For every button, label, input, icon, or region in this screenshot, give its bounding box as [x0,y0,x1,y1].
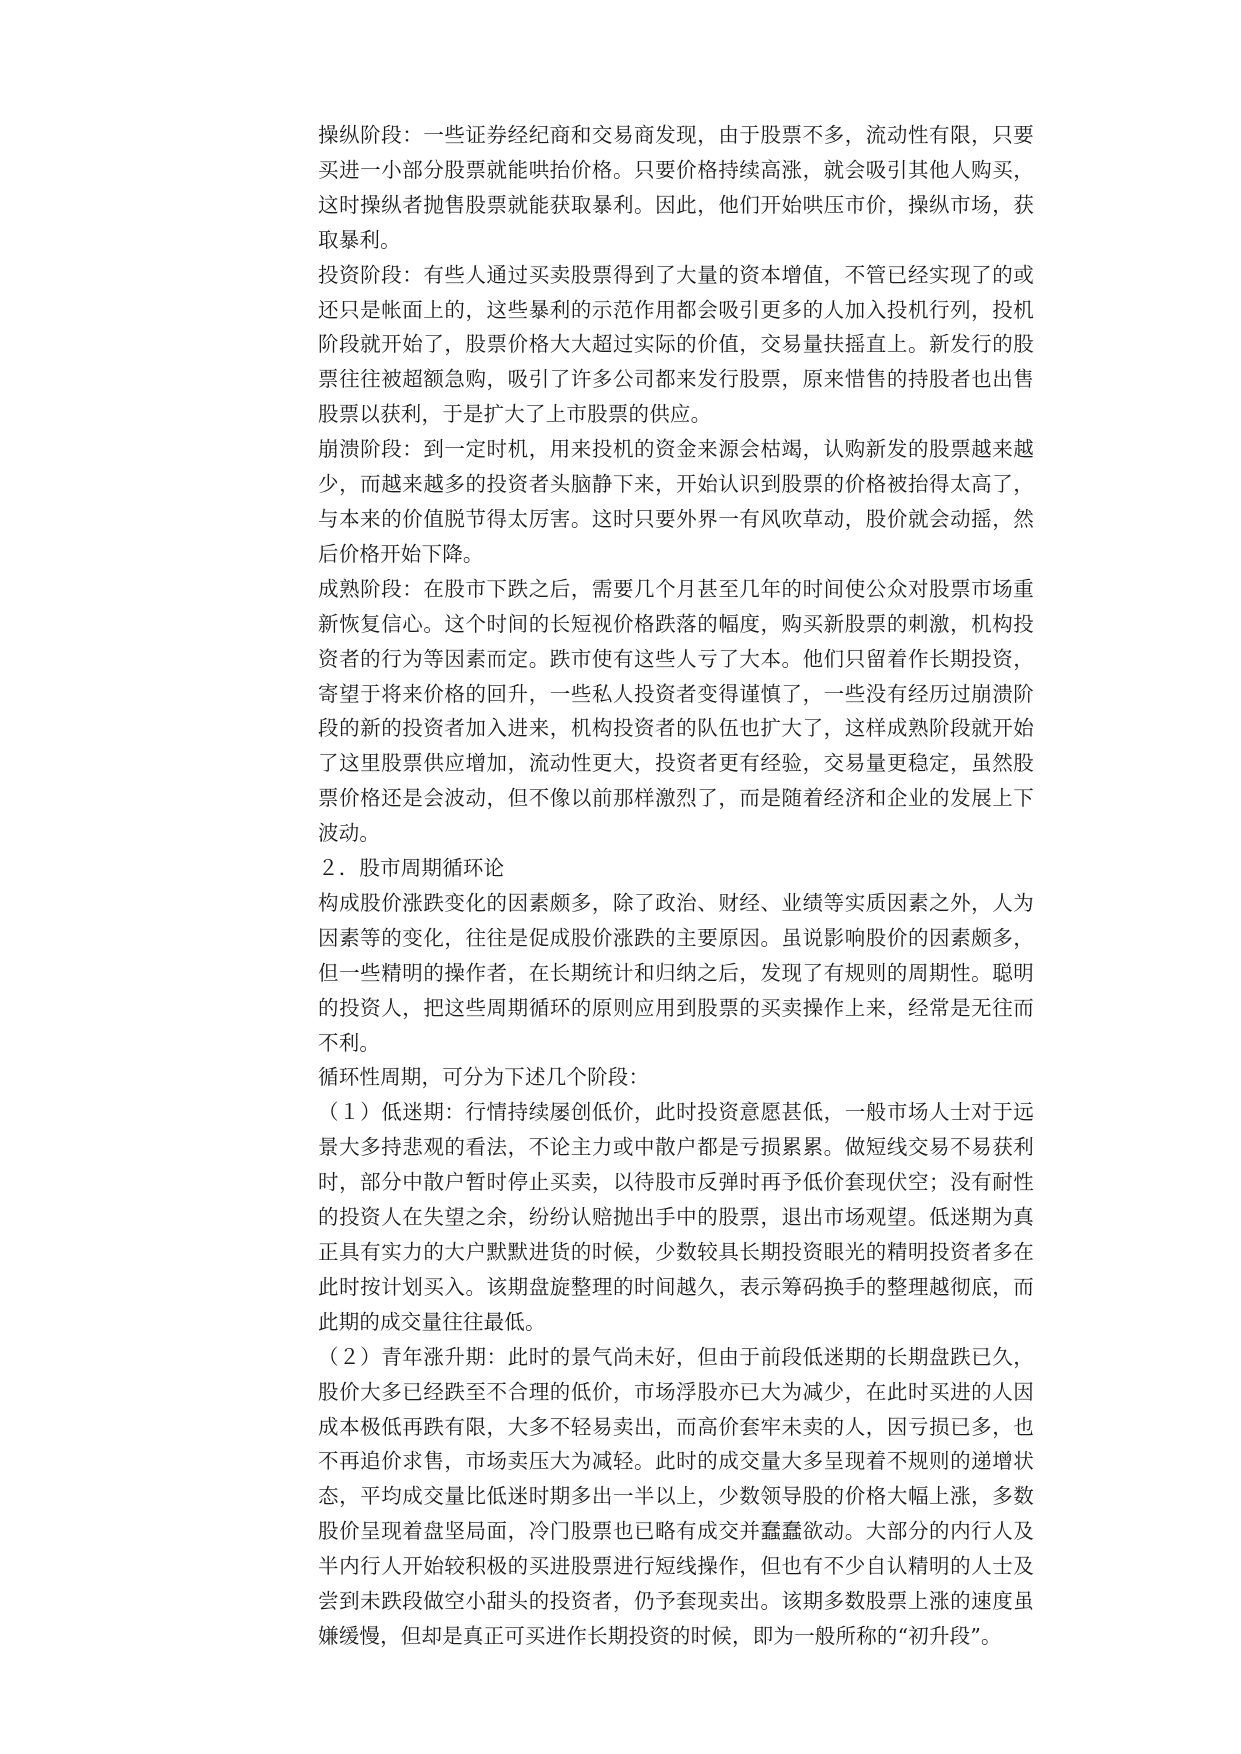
section-heading-cycle-theory: ２．股市周期循环论 [318,856,505,881]
paragraph-cycle-intro: 构成股价涨跌变化的因素颇多，除了政治、财经、业绩等实质因素之外，人为因素等的变化，往往是促成股价涨跌的主要原因。虽说影响股价的因素颇多，但一些精明的操作者，在长期统计和归纳之后，发现了有规则的周期性。聪明的投资人，把这些周期循环的原则应用到股票的买卖操作上来，经常是无往而不利。 [318,890,1034,1055]
paragraph-mature-stage: 成熟阶段：在股市下跌之后，需要几个月甚至几年的时间使公众对股票市场重新恢复信心。这个时间的长短视价格跌落的幅度，购买新股票的刺激，机构投资者的行为等因素而定。跌市使有这些人亏了大本。他们只留着作长期投资，寄望于将来价格的回升，一些私人投资者变得谨慎了，一些没有经历过崩溃阶段的新的投资者加入进来，机构投资者的队伍也扩大了，这样成熟阶段就开始了这里股票供应增加，流动性更大，投资者更有经验，交易量更稳定，虽然股票价格还是会波动，但不像以前那样激烈了，而是随着经济和企业的发展上下波动。 [318,576,1034,846]
paragraph-collapse-stage: 崩溃阶段：到一定时机，用来投机的资金来源会枯竭，认购新发的股票越来越少，而越来越多的投资者头脑静下来，开始认识到股票的价格被抬得太高了，与本来的价值脱节得太厉害。这时只要外界一有风吹草动，股价就会动摇，然后价格开始下降。 [318,437,1034,566]
paragraph-investment-stage: 投资阶段：有些人通过买卖股票得到了大量的资本增值，不管已经实现了的或还只是帐面上的，这些暴利的示范作用都会吸引更多的人加入投机行列，投机阶段就开始了，股票价格大大超过实际的价值，交易量扶摇直上。新发行的股票往往被超额急购，吸引了许多公司都来发行股票，原来惜售的持股者也出售股票以获利，于是扩大了上市股票的供应。 [318,262,1034,427]
paragraph-manipulation-stage: 操纵阶段：一些证券经纪商和交易商发现，由于股票不多，流动性有限，只要买进一小部分股票就能哄抬价格。只要价格持续高涨，就会吸引其他人购买，这时操纵者抛售股票就能获取暴利。因此，他们开始哄压市价，操纵市场，获取暴利。 [318,123,1034,252]
document-page [318,118,1034,1654]
paragraph-youth-rise-period: （２）青年涨升期：此时的景气尚未好，但由于前段低迷期的长期盘跌已久，股价大多已经跌至不合理的低价，市场浮股亦已大为减少，在此时买进的人因成本极低再跌有限，大多不轻易卖出，而高价套牢未卖的人，因亏损已多，也不再追价求售，市场卖压大为减轻。此时的成交量大多呈现着不规则的递增状态，平均成交量比低迷时期多出一半以上，少数领导股的价格大幅上涨，多数股价呈现着盘坚局面，冷门股票也已略有成交并蠢蠢欲动。大部分的内行人及半内行人开始较积极的买进股票进行短线操作，但也有不少自认精明的人士及尝到未跌段做空小甜头的投资者，仍予套现卖出。该期多数股票上涨的速度虽嫌缓慢，但却是真正可买进作长期投资的时候，即为一般所称的“初升段”。 [318,1344,1034,1648]
paragraph-low-period: （１）低迷期：行情持续屡创低价，此时投资意愿甚低，一般市场人士对于远景大多持悲观的看法，不论主力或中散户都是亏损累累。做短线交易不易获利时，部分中散户暂时停止买卖，以待股市反弹时再予低价套现伏空；没有耐性的投资人在失望之余，纷纷认赔抛出手中的股票，退出市场观望。低迷期为真正具有实力的大户默默进货的时候，少数较具长期投资眼光的精明投资者多在此时按计划买入。该期盘旋整理的时间越久，表示筹码换手的整理越彻底，而此期的成交量往往最低。 [318,1100,1034,1334]
paragraph-cycle-stages-intro: 循环性周期，可分为下述几个阶段： [318,1065,650,1090]
